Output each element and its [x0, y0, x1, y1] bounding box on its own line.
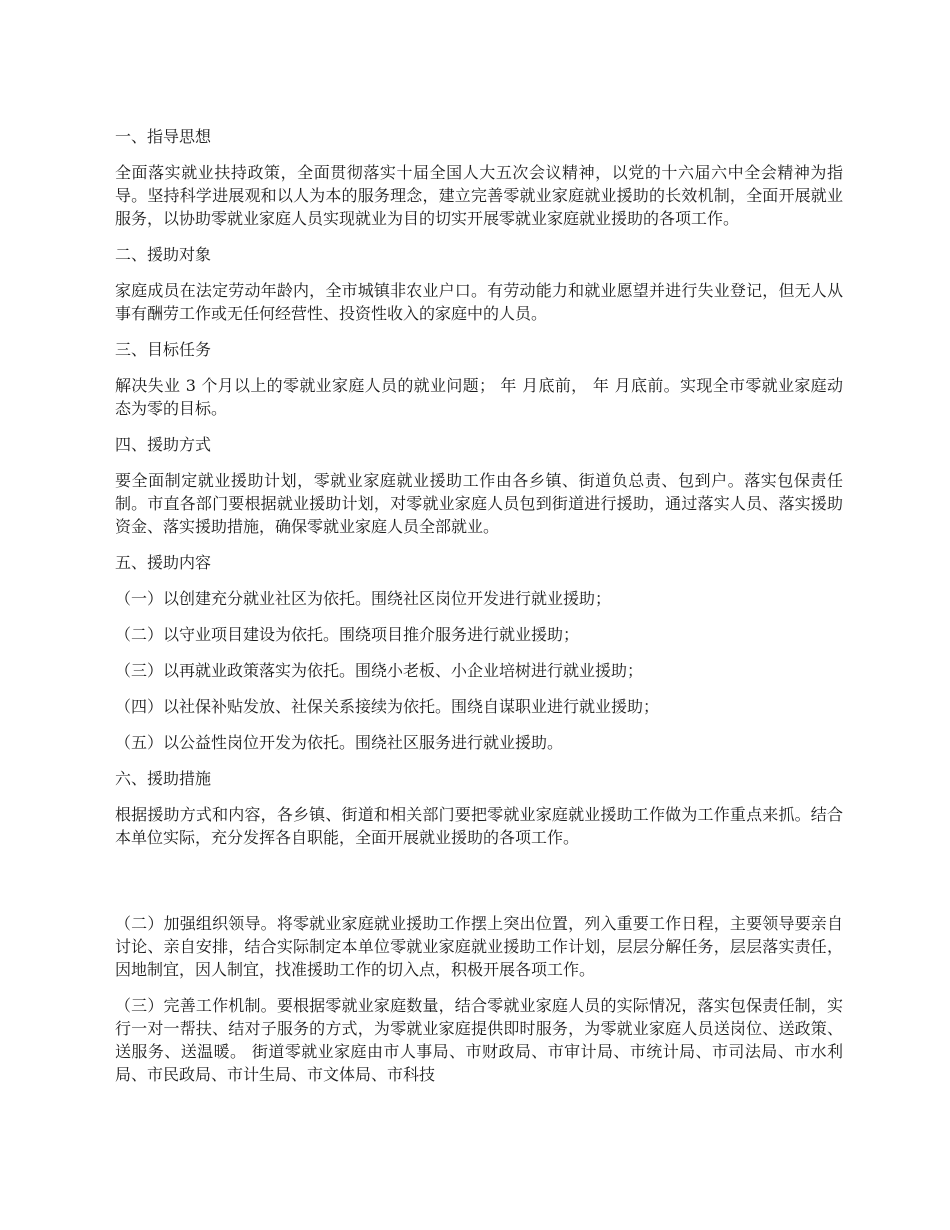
section-body-goals: 解决失业 3 个月以上的零就业家庭人员的就业问题； 年 月底前， 年 月底前。实现全市零就业家庭动态为零的目标。 [115, 376, 843, 418]
section-heading-aid-measures: 六、援助措施 [115, 769, 212, 788]
list-item: （三）以再就业政策落实为依托。围绕小老板、小企业培树进行就业援助； [115, 661, 644, 680]
measure-organization-leadership: （二）加强组织领导。将零就业家庭就业援助工作摆上突出位置，列入重要工作日程，主要领导要亲自讨论、亲自安排，结合实际制定本单位零就业家庭就业援助工作计划，层层分解任务，层层落实责任，因地制宜，因人制宜，找准援助工作的切入点，积极开展各项工作。 [115, 914, 843, 979]
paragraph-gap [115, 862, 843, 912]
section-body-aid-targets: 家庭成员在法定劳动年龄内，全市城镇非农业户口。有劳动能力和就业愿望并进行失业登记，但无人从事有酬劳工作或无任何经营性、投资性收入的家庭中的人员。 [115, 281, 843, 323]
section-body-aid-methods: 要全面制定就业援助计划，零就业家庭就业援助工作由各乡镇、街道负总责、包到户。落实包保责任制。市直各部门要根据就业援助计划，对零就业家庭人员包到街道进行援助，通过落实人员、落实援助资金、落实援助措施，确保零就业家庭人员全部就业。 [115, 471, 843, 536]
section-heading-aid-methods: 四、援助方式 [115, 435, 212, 454]
section-heading-goals: 三、目标任务 [115, 340, 212, 359]
section-body-guiding-ideology: 全面落实就业扶持政策，全面贯彻落实十届全国人大五次会议精神，以党的十六届六中全会精神为指导。坚持科学进展观和以人为本的服务理念，建立完善零就业家庭就业援助的长效机制，全面开展就业服务，以协助零就业家庭人员实现就业为目的切实开展零就业家庭就业援助的各项工作。 [115, 163, 843, 228]
section-heading-aid-targets: 二、援助对象 [115, 245, 212, 264]
list-item: （五）以公益性岗位开发为依托。围绕社区服务进行就业援助。 [115, 733, 564, 752]
list-item: （一）以创建充分就业社区为依托。围绕社区岗位开发进行就业援助； [115, 589, 612, 608]
section-body-aid-measures: 根据援助方式和内容，各乡镇、街道和相关部门要把零就业家庭就业援助工作做为工作重点来抓。结合本单位实际，充分发挥各自职能，全面开展就业援助的各项工作。 [115, 805, 843, 847]
section-heading-guiding-ideology: 一、指导思想 [115, 127, 212, 146]
list-item: （四）以社保补贴发放、社保关系接续为依托。围绕自谋职业进行就业援助； [115, 697, 660, 716]
section-heading-aid-content: 五、援助内容 [115, 553, 212, 572]
document-page [115, 125, 843, 1099]
list-item: （二）以守业项目建设为依托。围绕项目推介服务进行就业援助； [115, 625, 580, 644]
measure-work-mechanism: （三）完善工作机制。要根据零就业家庭数量，结合零就业家庭人员的实际情况，落实包保责任制，实行一对一帮扶、结对子服务的方式，为零就业家庭提供即时服务，为零就业家庭人员送岗位、送政策、送服务、送温暖。 街道零就业家庭由市人事局、市财政局、市审计局、市统计局、市司法局、市水利局、市民政局、市计生局、市文体局、市科技 [115, 996, 843, 1084]
